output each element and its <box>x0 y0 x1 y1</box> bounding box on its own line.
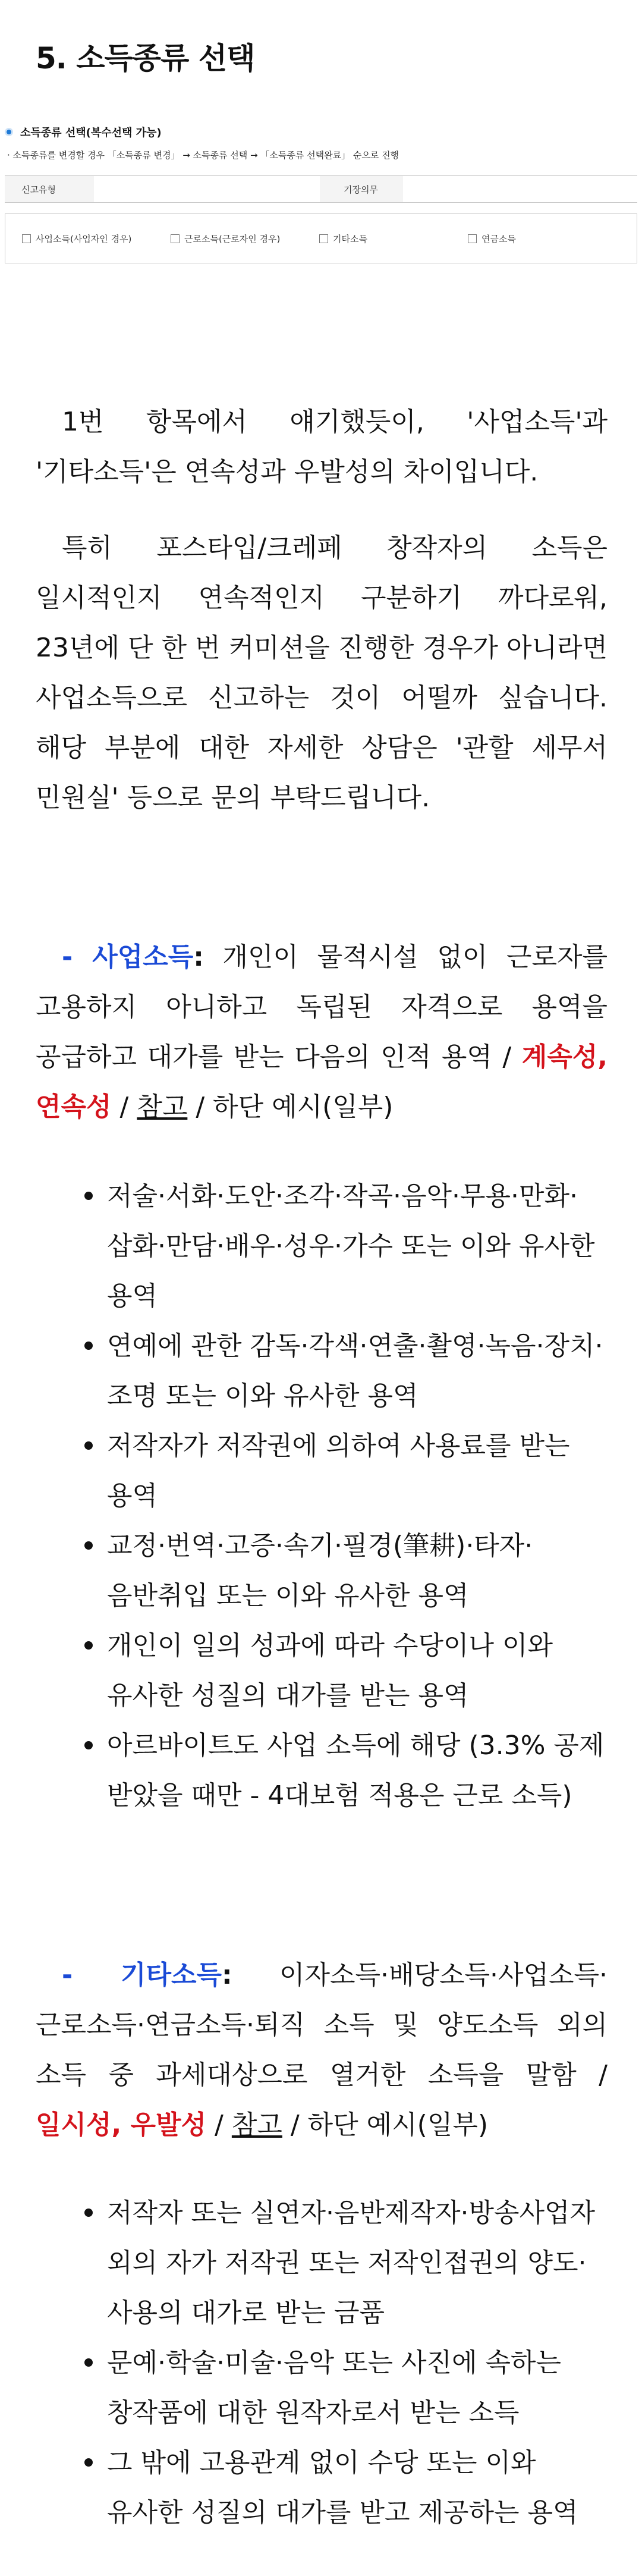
bullet-icon <box>84 1192 93 1200</box>
list-item <box>36 1421 608 1521</box>
list-item-text: 연예에 관한 감독·각색·연출·촬영·녹음·장치·조명 또는 이와 유사한 용역 <box>107 1331 603 1411</box>
bullet-icon <box>84 1441 93 1450</box>
checkbox-icon <box>319 234 328 243</box>
intro-paragraph-1 <box>36 397 608 497</box>
intro-p2-text: 특히 포스타입/크레페 창작자의 소득은 일시적인지 연속적인지 구분하기 까다로워, 23년에 단 한 번 커미션을 진행한 경우가 아니라면 사업소득으로 신고하는 것이 어떨까 싶습니다. 해당 부분에 대한 자세한 상담은 '관할 세무서 민원실' 등으로 문의 부탁드립니다. <box>36 533 608 813</box>
business-reference-link[interactable]: 참고 <box>137 1092 188 1122</box>
list-item-text: 그 밖에 고용관계 없이 수당 또는 이와 유사한 성질의 대가를 받고 제공하는 용역 <box>107 2448 578 2528</box>
radio-icon <box>5 128 13 136</box>
list-item <box>36 2338 608 2438</box>
bullet-icon <box>84 2458 93 2467</box>
check-business[interactable] <box>22 233 171 245</box>
bullet-icon <box>84 1541 93 1550</box>
colon: : <box>193 942 204 972</box>
colon: : <box>222 1960 232 1990</box>
form-heading <box>5 119 637 145</box>
list-item <box>36 1621 608 1721</box>
check-label: 근로소득(근로자인 경우) <box>184 233 281 244</box>
list-item-text: 저작자 또는 실연자·음반제작자·방송사업자 외의 자가 저작권 또는 저작인접권의 양도·사용의 대가로 받는 금품 <box>107 2198 596 2328</box>
separator: / <box>111 1092 137 1122</box>
other-income-term: - 기타소득 <box>62 1960 222 1990</box>
business-income-definition <box>36 932 608 1132</box>
business-income-emphasis: 계속성, 연속성 <box>36 1042 608 1122</box>
checkbox-icon <box>171 234 180 243</box>
other-income-tail: / 하단 예시(일부) <box>282 2110 489 2140</box>
other-reference-link[interactable]: 참고 <box>231 2110 282 2140</box>
business-income-examples <box>36 1171 608 1821</box>
bookkeeping-label: 기장의무 <box>320 176 403 202</box>
form-heading-text: 소득종류 선택(복수선택 가능) <box>20 127 162 139</box>
list-item <box>36 2438 608 2538</box>
intro-paragraph-2 <box>36 523 608 823</box>
separator: / <box>206 2110 232 2140</box>
business-income-desc: 개인이 물적시설 없이 근로자를 고용하지 아니하고 독립된 자격으로 용역을 공급하고 대가를 받는 다음의 인적 용역 / <box>36 942 608 1072</box>
list-item <box>36 1171 608 1321</box>
intro-p1-text: 1번 항목에서 얘기했듯이, '사업소득'과 '기타소득'은 연속성과 우발성의 차이입니다. <box>36 407 608 487</box>
list-item <box>36 1721 608 1821</box>
list-item-text: 아르바이트도 사업 소득에 해당 (3.3% 공제 받았을 때만 - 4대보험 적용은 근로 소득) <box>107 1730 605 1811</box>
bookkeeping-value <box>403 176 637 202</box>
report-type-label: 신고유형 <box>5 176 94 202</box>
check-other[interactable] <box>319 233 468 245</box>
other-income-emphasis: 일시성, 우발성 <box>36 2110 207 2140</box>
other-income-desc: 이자소득·배당소득·사업소득·근로소득·연금소득·퇴직 소득 및 양도소득 외의 소득 중 과세대상으로 열거한 소득을 말함 / <box>36 1960 608 2090</box>
checkbox-icon <box>22 234 31 243</box>
other-income-definition <box>36 1950 608 2150</box>
business-income-tail: / 하단 예시(일부) <box>187 1092 394 1122</box>
checkbox-icon <box>468 234 477 243</box>
business-income-term: - 사업소득 <box>62 942 194 972</box>
bullet-icon <box>84 2209 93 2217</box>
form-row <box>5 175 637 203</box>
bullet-icon <box>84 1342 93 1350</box>
list-item-text: 교정·번역·고증·속기·필경(筆耕)·타자·음반취입 또는 이와 유사한 용역 <box>107 1531 533 1611</box>
check-employment[interactable] <box>171 233 319 245</box>
list-item-text: 저술·서화·도안·조각·작곡·음악·무용·만화·삽화·만담·배우·성우·가수 또는 이와 유사한 용역 <box>107 1181 595 1311</box>
check-pension[interactable] <box>468 233 516 245</box>
list-item-text: 문예·학술·미술·음악 또는 사진에 속하는 창작품에 대한 원작자로서 받는 소득 <box>107 2348 561 2428</box>
list-item-text: 개인이 일의 성과에 따라 수당이나 이와 유사한 성질의 대가를 받는 용역 <box>107 1631 553 1711</box>
bullet-icon <box>84 1741 93 1749</box>
income-type-form-screenshot <box>5 119 637 263</box>
income-checkboxes <box>5 213 637 263</box>
list-item <box>36 1521 608 1621</box>
section-title: 5. 소득종류 선택 <box>36 41 255 76</box>
bullet-icon <box>84 2358 93 2367</box>
check-label: 연금소득 <box>482 233 516 244</box>
bullet-icon <box>84 1641 93 1650</box>
form-note: · 소득종류를 변경할 경우 「소득종류 변경」 → 소득종류 선택 → 「소득종류 선택완료」 순으로 진행 <box>7 150 399 161</box>
list-item <box>36 1321 608 1421</box>
other-income-examples <box>36 2188 608 2538</box>
list-item <box>36 2188 608 2338</box>
report-type-value <box>94 176 320 202</box>
check-label: 기타소득 <box>333 233 367 244</box>
list-item-text: 저작자가 저작권에 의하여 사용료를 받는 용역 <box>107 1431 570 1511</box>
check-label: 사업소득(사업자인 경우) <box>36 233 132 244</box>
